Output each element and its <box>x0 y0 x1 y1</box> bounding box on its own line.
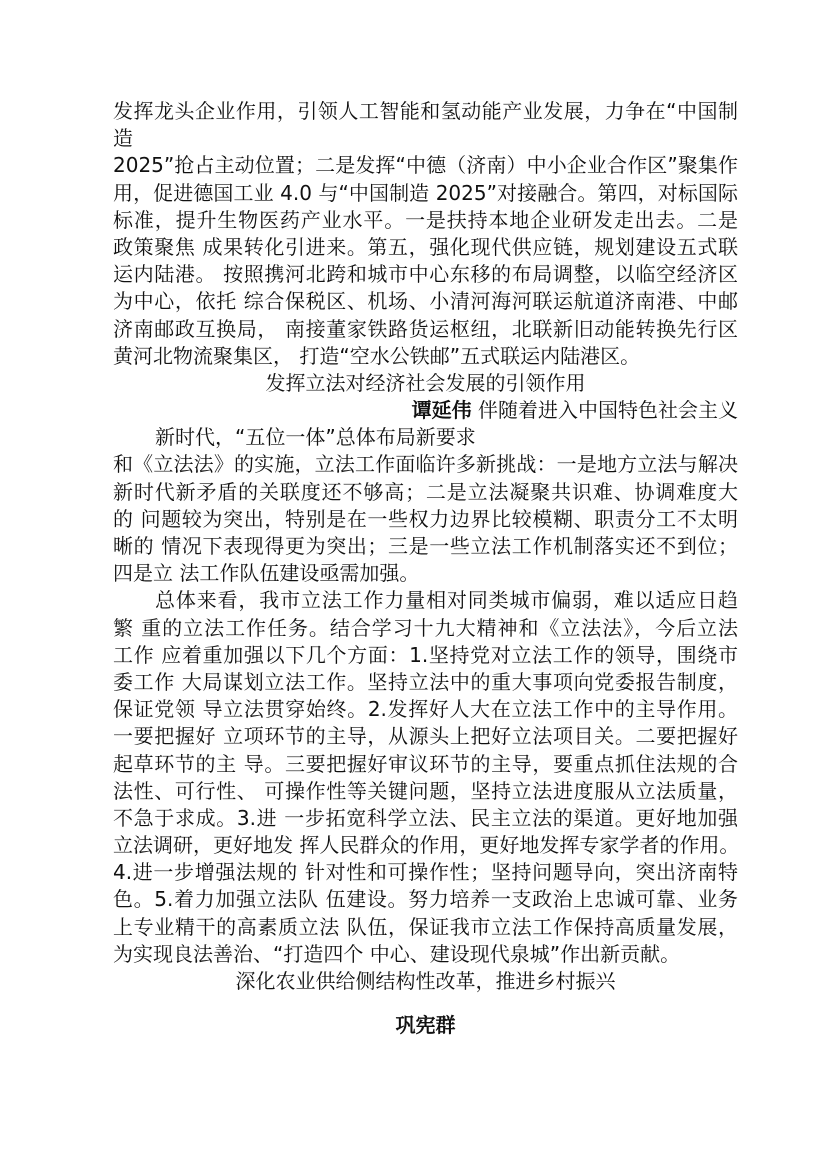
paragraph-line: 新时代，“五位一体”总体布局新要求 <box>155 425 476 450</box>
paragraph-line: 黄河北物流聚集区， 打造“空水公铁邮”五式联运内陆港区。 <box>113 343 641 368</box>
paragraph-line: 不急于求成。3.进 一步拓宽科学立法、民主立法的渠道。更好地加强 <box>113 805 738 830</box>
author-name: 巩宪群 <box>395 1013 456 1038</box>
paragraph-line: 保证党领 导立法贯穿始终。2.发挥好人大在立法工作中的主导作用。 <box>113 697 738 722</box>
section-title: 发挥立法对经济社会发展的引领作用 <box>265 370 586 395</box>
paragraph-line: 2025”抢占主动位置；二是发挥“中德（济南）中小企业合作区”聚集作 <box>113 153 738 178</box>
paragraph-line: 的 问题较为突出，特别是在一些权力边界比较模糊、职责分工不太明 <box>113 506 738 531</box>
paragraph-line: 发挥龙头企业作用，引领人工智能和氢动能产业发展，力争在“中国制 <box>113 99 738 123</box>
paragraph-line: 起草环节的主 导。三要把握好审议环节的主导，要重点抓住法规的合 <box>113 751 738 776</box>
author-line <box>113 397 738 424</box>
paragraph-line: 立法调研，更好地发 挥人民群众的作用，更好地发挥专家学者的作用。 <box>113 833 740 858</box>
paragraph-line: 一要把握好 立项环节的主导，从源头上把好立法项目关。二要把握好 <box>113 724 738 749</box>
paragraph-line: 色。5.着力加强立法队 伍建设。努力培养一支政治上忠诚可靠、业务 <box>113 887 738 912</box>
paragraph-line: 标准，提升生物医药产业水平。一是扶持本地企业研发走出去。二是 <box>113 207 738 232</box>
paragraph-line: 委工作 大局谋划立法工作。坚持立法中的重大事项向党委报告制度， <box>113 669 738 694</box>
document-body <box>113 98 738 1038</box>
paragraph-line: 和《立法法》的实施，立法工作面临许多新挑战：一是地方立法与解决 <box>113 452 738 477</box>
paragraph-line: 总体来看，我市立法工作力量相对同类城市偏弱，难以适应日趋 <box>155 588 738 613</box>
paragraph-line: 为中心，依托 综合保税区、机场、小清河海河联运航道济南港、中邮 <box>113 289 738 314</box>
paragraph-line: 法性、可行性、 可操作性等关键问题，坚持立法进度服从立法质量， <box>113 778 738 803</box>
paragraph-line: 新时代新矛盾的关联度还不够高；二是立法凝聚共识难、协调难度大 <box>113 479 738 504</box>
section-title: 深化农业供给侧结构性改革，推进乡村振兴 <box>235 969 616 993</box>
paragraph-line: 为实现良法善治、“打造四个 中心、建设现代泉城”作出新贡献。 <box>113 941 681 966</box>
paragraph-line: 繁 重的立法工作任务。结合学习十九大精神和《立法法》，今后立法 <box>113 615 738 640</box>
paragraph-line: 造 <box>113 126 133 151</box>
paragraph-line: 济南邮政互换局， 南接董家铁路货运枢纽，北联新旧动能转换先行区 <box>113 316 738 341</box>
paragraph-line: 用，促进德国工业 4.0 与“中国制造 2025”对接融合。第四，对标国际 <box>113 180 738 205</box>
paragraph-line: 运内陆港。 按照携河北跨和城市中心东移的布局调整，以临空经济区 <box>113 262 738 287</box>
author-line-text: 伴随着进入中国特色社会主义 <box>478 398 738 423</box>
paragraph-line: 上专业精干的高素质立法 队伍，保证我市立法工作保持高质量发展， <box>113 914 738 939</box>
paragraph-line: 晰的 情况下表现得更为突出；三是一些立法工作机制落实还不到位； <box>113 534 738 558</box>
paragraph-line: 政策聚焦 成果转化引进来。第五，强化现代供应链，规划建设五式联 <box>113 234 738 259</box>
paragraph-line: 四是立 法工作队伍建设亟需加强。 <box>113 561 420 586</box>
paragraph-line: 4.进一步增强法规的 针对性和可操作性；坚持问题导向，突出济南特 <box>113 860 738 885</box>
author-name: 谭延伟 <box>411 398 472 423</box>
paragraph-line: 工作 应着重加强以下几个方面：1.坚持党对立法工作的领导，围绕市 <box>113 642 738 667</box>
